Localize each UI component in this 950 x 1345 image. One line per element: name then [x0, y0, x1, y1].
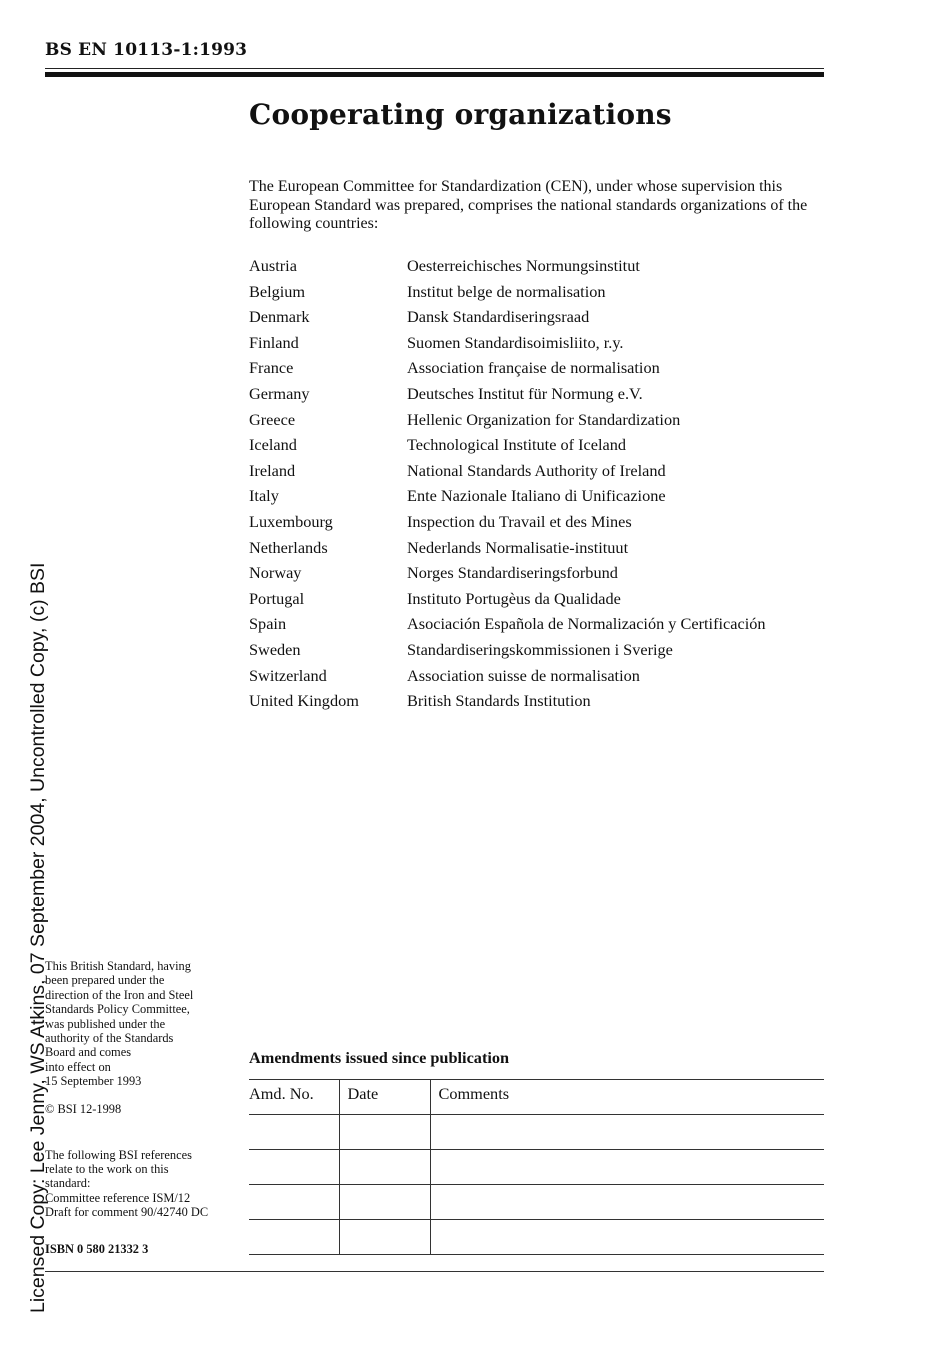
organization-country: Belgium [249, 281, 306, 301]
organization-name: British Standards Institution [407, 691, 591, 711]
publication-note-line: into effect on [45, 1059, 111, 1074]
references-note-line: relate to the work on this [45, 1162, 169, 1177]
organization-name: Association française de normalisation [407, 358, 660, 378]
bsi-references-note [45, 1148, 245, 1219]
column-header-amd-no: Amd. No. [249, 1080, 339, 1115]
organization-name: Inspection du Travail et des Mines [407, 511, 632, 531]
organization-country: Switzerland [249, 665, 327, 685]
amendment-cell [249, 1115, 339, 1150]
organization-country: Iceland [249, 435, 297, 455]
organization-country: Germany [249, 383, 310, 403]
organization-row [249, 538, 849, 564]
amendment-cell [339, 1185, 430, 1220]
organization-country: Netherlands [249, 537, 328, 557]
publication-note-line: Standards Policy Committee, [45, 1002, 190, 1017]
organization-name: Institut belge de normalisation [407, 281, 606, 301]
organization-country: Sweden [249, 639, 301, 659]
organization-row [249, 589, 849, 615]
organization-country: Luxembourg [249, 511, 333, 531]
organization-row [249, 512, 849, 538]
amendment-cell [430, 1220, 824, 1255]
publication-note-line: This British Standard, having [45, 959, 191, 973]
organization-row [249, 410, 849, 436]
organization-country: Ireland [249, 460, 296, 480]
organization-row [249, 307, 849, 333]
organization-row [249, 333, 849, 359]
organization-row [249, 691, 849, 717]
organization-name: Standardiseringskommissionen i Sverige [407, 639, 673, 659]
publication-note-line: Board and comes [45, 1045, 132, 1060]
organization-row [249, 282, 849, 308]
organization-name: Suomen Standardisoimisliito, r.y. [407, 332, 624, 352]
amendment-cell [249, 1220, 339, 1255]
amendment-cell [249, 1185, 339, 1220]
organization-country: Denmark [249, 307, 310, 327]
organization-country: France [249, 358, 294, 378]
references-note-line: Committee reference ISM/12 [45, 1190, 191, 1205]
publication-note-line: been prepared under the [45, 973, 165, 988]
amendment-cell [339, 1150, 430, 1185]
organization-name: Oesterreichisches Normungsinstitut [407, 256, 640, 275]
amendment-row [249, 1115, 824, 1150]
organization-row [249, 666, 849, 692]
amendment-cell [430, 1115, 824, 1150]
references-note-line: standard: [45, 1176, 91, 1191]
organization-country: Austria [249, 256, 297, 275]
organization-name: Instituto Portugèus da Qualidade [407, 588, 621, 608]
amendment-cell [249, 1150, 339, 1185]
header-rule-thin [45, 68, 824, 69]
amendments-title: Amendments issued since publication [249, 1048, 510, 1067]
intro-paragraph: The European Committee for Standardization (CEN), under whose supervision this European Standard was prepared, comprises the national standards organizations of the following countries: [249, 178, 808, 232]
publication-note [45, 959, 240, 1089]
references-note-line: The following BSI references [45, 1148, 192, 1162]
organization-name: Dansk Standardiseringsraad [407, 307, 590, 327]
organization-name: Asociación Española de Normalización y Certificación [407, 614, 766, 634]
amendment-row [249, 1150, 824, 1185]
organization-country: Italy [249, 486, 279, 506]
standard-code: BS EN 10113-1:1993 [45, 40, 248, 60]
copyright-note: © BSI 12-1998 [45, 1102, 122, 1116]
amendment-cell [430, 1150, 824, 1185]
page-title: Cooperating organizations [249, 98, 672, 131]
organization-name: Ente Nazionale Italiano di Unificazione [407, 486, 666, 506]
organization-country: Portugal [249, 588, 305, 608]
license-watermark: Licensed Copy: Lee Jenny, WS Atkins, 07 September 2004, Uncontrolled Copy, (c) BSI [27, 562, 49, 1313]
amendment-row [249, 1185, 824, 1220]
organization-name: Association suisse de normalisation [407, 665, 640, 685]
organization-row [249, 486, 849, 512]
organization-name: Hellenic Organization for Standardization [407, 409, 681, 429]
publication-note-line: was published under the [45, 1016, 166, 1031]
publication-note-line: authority of the Standards [45, 1031, 174, 1046]
amendments-table [249, 1079, 824, 1255]
organization-row [249, 640, 849, 666]
organization-row [249, 358, 849, 384]
organization-row [249, 384, 849, 410]
organization-row [249, 435, 849, 461]
organization-list [249, 256, 849, 717]
column-header-date: Date [339, 1080, 430, 1115]
organization-row [249, 563, 849, 589]
organization-country: United Kingdom [249, 691, 359, 711]
organization-country: Greece [249, 409, 296, 429]
publication-note-line: direction of the Iron and Steel [45, 987, 194, 1002]
organization-row [249, 461, 849, 487]
organization-country: Spain [249, 614, 287, 634]
organization-country: Norway [249, 563, 302, 583]
column-header-comments: Comments [430, 1080, 824, 1115]
publication-note-line: 15 September 1993 [45, 1074, 142, 1089]
amendment-row [249, 1220, 824, 1255]
footer-rule [45, 1271, 824, 1272]
organization-name: Deutsches Institut für Normung e.V. [407, 383, 643, 403]
organization-name: Norges Standardiseringsforbund [407, 563, 618, 583]
amendment-cell [430, 1185, 824, 1220]
amendment-cell [339, 1220, 430, 1255]
amendments-header-row [249, 1080, 824, 1115]
organization-name: Nederlands Normalisatie-instituut [407, 537, 629, 557]
organization-name: Technological Institute of Iceland [407, 435, 627, 455]
header-rule-thick [45, 72, 824, 77]
organization-name: National Standards Authority of Ireland [407, 460, 666, 480]
amendment-cell [339, 1115, 430, 1150]
isbn: ISBN 0 580 21332 3 [45, 1242, 149, 1256]
organization-country: Finland [249, 332, 299, 352]
organization-row [249, 614, 849, 640]
organization-row [249, 256, 849, 282]
references-note-line: Draft for comment 90/42740 DC [45, 1204, 209, 1219]
